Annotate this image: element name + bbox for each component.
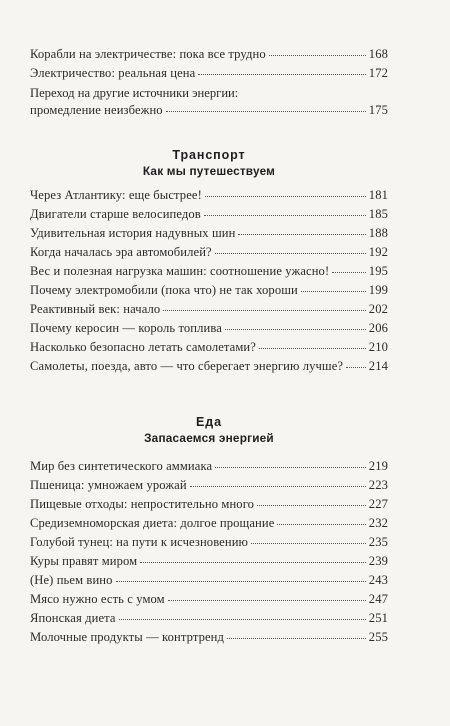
toc-entry-title: Реактивный век: начало — [30, 302, 161, 316]
leader-dots — [140, 561, 366, 563]
toc-entry-title: Через Атлантику: еще быстрее! — [30, 188, 202, 202]
toc-entry — [30, 457, 388, 476]
leader-dots — [163, 309, 366, 311]
toc-entry-title: Молочные продукты — контртренд — [30, 630, 225, 644]
leader-dots — [166, 110, 366, 112]
leader-dots — [190, 485, 366, 487]
toc-entry-page: 219 — [368, 459, 388, 473]
toc-entry — [30, 85, 388, 119]
leader-dots — [225, 328, 366, 330]
section-subtitle-food: Запасаемся энергией — [144, 431, 274, 445]
section-title-transport: Транспорт — [172, 148, 246, 162]
leader-dots — [119, 618, 366, 620]
toc-entry — [30, 186, 388, 205]
toc-entry — [30, 590, 388, 609]
leader-dots — [257, 504, 366, 506]
toc-entry-title: (Не) пьем вино — [30, 573, 113, 587]
leader-dots — [301, 290, 366, 292]
toc-entry — [30, 357, 388, 376]
toc-entry — [30, 514, 388, 533]
leader-dots — [238, 233, 365, 235]
leader-dots — [227, 637, 366, 639]
toc-entry-title: Мир без синтетического аммиака — [30, 459, 213, 473]
toc-entry — [30, 476, 388, 495]
toc-entry-title: Голубой тунец: на пути к исчезновению — [30, 535, 249, 549]
toc-entry-page: 243 — [368, 573, 388, 587]
toc-entry — [30, 64, 388, 83]
leader-dots — [251, 542, 366, 544]
toc-entry-title: Электричество: реальная цена — [30, 66, 196, 80]
toc-entry-title: Двигатели старше велосипедов — [30, 207, 201, 221]
toc-entry-title-line1: Переход на другие источники энергии: — [30, 86, 239, 100]
toc-entry-page: 199 — [368, 283, 388, 297]
toc-entry — [30, 338, 388, 357]
toc-entry-page: 192 — [368, 245, 388, 259]
toc-entry — [30, 495, 388, 514]
toc-entry — [30, 628, 388, 647]
toc-entry-page: 227 — [368, 497, 388, 511]
toc-entry — [30, 243, 388, 262]
toc-entry-page: 188 — [368, 226, 388, 240]
toc-entry-page: 239 — [368, 554, 388, 568]
toc-entry-title: Мясо нужно есть с умом — [30, 592, 165, 606]
toc-entry-title: Пищевые отходы: непростительно много — [30, 497, 255, 511]
toc-entry — [30, 552, 388, 571]
toc-entry-page: 255 — [368, 630, 388, 644]
leader-dots — [215, 466, 366, 468]
toc-entry-page: 223 — [368, 478, 388, 492]
toc-entry-title: Средиземноморская диета: долгое прощание — [30, 516, 275, 530]
toc-entry — [30, 281, 388, 300]
leader-dots — [346, 366, 366, 368]
toc-entry-title: Японская диета — [30, 611, 116, 625]
toc-entry-page: 210 — [368, 340, 388, 354]
section-subtitle-transport: Как мы путешествуем — [142, 164, 276, 178]
toc-entry-title-line2: промедление неизбежно — [30, 103, 163, 117]
leader-dots — [198, 73, 365, 75]
leader-dots — [332, 271, 366, 273]
leader-dots — [269, 54, 366, 56]
toc-entry — [30, 45, 388, 64]
leader-dots — [259, 347, 366, 349]
toc-top-list — [30, 45, 388, 119]
toc-entry-title: Когда началась эра автомобилей? — [30, 245, 212, 259]
toc-entry — [30, 224, 388, 243]
toc-entry-title: Почему керосин — король топлива — [30, 321, 222, 335]
toc-entry — [30, 609, 388, 628]
toc-entry-page: 195 — [368, 264, 388, 278]
toc-entry-title: Почему электромобили (пока что) не так хороши — [30, 283, 298, 297]
toc-entry — [30, 319, 388, 338]
toc-entry-title: Вес и полезная нагрузка машин: соотношение ужасно! — [30, 264, 330, 278]
toc-entry-page: 235 — [368, 535, 388, 549]
toc-entry-page: 181 — [368, 188, 388, 202]
toc-entry-page: 247 — [368, 592, 388, 606]
toc-entry-title: Самолеты, поезда, авто — что сберегает энергию лучше? — [30, 359, 344, 373]
toc-entry-page: 251 — [368, 611, 388, 625]
toc-transport-list — [30, 186, 388, 376]
toc-entry — [30, 262, 388, 281]
leader-dots — [215, 252, 366, 254]
toc-entry-last-line — [30, 102, 388, 119]
toc-entry-page: 214 — [368, 359, 388, 373]
toc-entry-page: 185 — [368, 207, 388, 221]
toc-entry-page: 168 — [368, 47, 388, 61]
toc-entry-title: Удивительная история надувных шин — [30, 226, 236, 240]
toc-entry — [30, 533, 388, 552]
toc-food-list — [30, 457, 388, 647]
toc-entry-title: Пшеница: умножаем урожай — [30, 478, 187, 492]
leader-dots — [204, 214, 366, 216]
leader-dots — [168, 599, 366, 601]
toc-entry-page: 172 — [368, 66, 388, 80]
toc-entry-title: Насколько безопасно летать самолетами? — [30, 340, 256, 354]
toc-entry-page: 232 — [368, 516, 388, 530]
leader-dots — [205, 195, 366, 197]
toc-entry-title: Куры правят миром — [30, 554, 138, 568]
toc-entry — [30, 205, 388, 224]
leader-dots — [277, 523, 365, 525]
toc-entry-page: 206 — [368, 321, 388, 335]
toc-entry-title: Корабли на электричестве: пока все трудно — [30, 47, 266, 61]
toc-entry — [30, 571, 388, 590]
toc-entry — [30, 300, 388, 319]
leader-dots — [116, 580, 366, 582]
toc-entry-page: 175 — [368, 103, 388, 117]
toc-entry-page: 202 — [368, 302, 388, 316]
section-title-food: Еда — [196, 415, 222, 429]
